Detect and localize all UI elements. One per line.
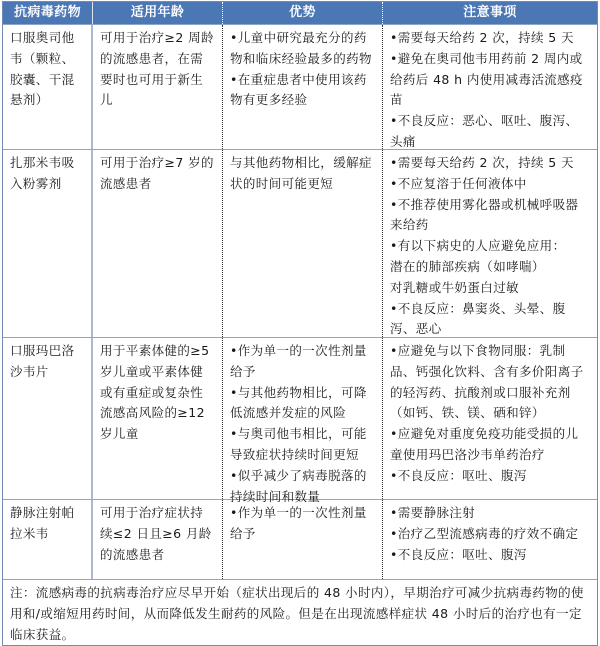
- note-item: •不推荐使用雾化器或机械呼吸器来给药: [390, 196, 579, 233]
- drug-name: 口服玛巴洛沙韦片: [3, 338, 93, 499]
- note-item: •治疗乙型流感病毒的疗效不确定: [390, 525, 579, 541]
- header-drug: 抗病毒药物: [3, 2, 93, 24]
- table-row-oseltamivir: [3, 24, 597, 149]
- advantages-cell: [223, 338, 383, 504]
- note-item: •不应复溶于任何液体中: [390, 175, 527, 191]
- note-item: 对乳糖或牛奶蛋白过敏: [390, 279, 520, 295]
- header-age: 适用年龄: [93, 2, 223, 24]
- notes-cell: [383, 338, 597, 499]
- header-notes: 注意事项: [463, 5, 517, 20]
- advantage-item: •与奥司他韦相比，可能导致症状持续时间更短: [230, 426, 367, 462]
- advantage-item: •作为单一的一次性剂量给予: [230, 505, 367, 541]
- note-item: •需要每天给药 2 次，持续 5 天: [390, 30, 574, 45]
- advantage-item: •儿童中研究最充分的药物和临床经验最多的药物: [230, 30, 372, 66]
- advantage-item: •似乎减少了病毒脱落的持续时间和数量: [230, 467, 367, 504]
- notes-cell: [383, 500, 597, 579]
- note-item: •需要每天给药 2 次，持续 5 天: [390, 155, 574, 170]
- advantage-item: •在重症患者中使用该药物有更多经验: [230, 71, 367, 108]
- advantage-item: 与其他药物相比，缓解症状的时间可能更短: [230, 155, 372, 191]
- note-item: •应避免与以下食物同服：乳制品、钙强化饮料、含有多价阳离子的轻泻药、抗酸剂或口服补充剂（如钙、铁、镁、硒和锌）: [390, 343, 584, 421]
- advantage-item: •与其他药物相比，可降低流感并发症的风险: [230, 384, 367, 421]
- table-footnote-row: [3, 579, 597, 645]
- applicable-age: 可用于治疗症状持续≤2 日且≥6 月龄的流感患者: [93, 500, 223, 579]
- footnote: 注：流感病毒的抗病毒治疗应尽早开始（症状出现后的 48 小时内），早期治疗可减少抗病毒药物的使用和/或缩短用药时间，从而降低发生耐药的风险。但是在出现流感样症状 48 小时后的治疗也有一定临床获益。: [10, 585, 584, 642]
- note-item: •不良反应：呕吐、腹泻: [390, 467, 527, 483]
- note-item: 潜在的肺部疾病（如哮喘）: [390, 258, 545, 274]
- applicable-age: 可用于治疗≥7 岁的流感患者: [93, 150, 223, 337]
- table-header-row: [3, 2, 597, 24]
- notes-cell: [383, 150, 597, 337]
- drug-name: 静脉注射帕拉米韦: [3, 500, 93, 579]
- drug-name: 扎那米韦吸入粉雾剂: [3, 150, 93, 337]
- note-item: •有以下病史的人应避免应用：: [390, 238, 566, 254]
- antiviral-drug-table: [2, 1, 598, 646]
- table-row-baloxavir: [3, 337, 597, 504]
- note-item: •避免在奥司他韦用药前 2 周内或给药后 48 h 内使用减毒活流感疫苗: [390, 50, 583, 108]
- notes-cell: [383, 25, 597, 149]
- advantages-cell: [223, 500, 383, 579]
- table-row-peramivir: [3, 499, 597, 579]
- note-item: •不良反应：鼻窦炎、头晕、腹泻、恶心: [390, 300, 566, 337]
- advantages-cell: [223, 25, 383, 149]
- table-row-zanamivir: [3, 149, 597, 337]
- drug-name: 口服奥司他韦（颗粒、胶囊、干混悬剂）: [3, 25, 93, 149]
- note-item: •应避免对重度免疫功能受损的儿童使用玛巴洛沙韦单药治疗: [390, 426, 579, 462]
- note-item: •不良反应：呕吐、腹泻: [390, 546, 527, 562]
- note-item: •不良反应：恶心、呕吐、腹泻、头痛: [390, 113, 579, 149]
- applicable-age: 用于平素体健的≥5 岁儿童或平素体健或有重症或复杂性流感高风险的≥12 岁儿童: [93, 338, 223, 499]
- advantage-item: •作为单一的一次性剂量给予: [230, 343, 367, 379]
- advantages-cell: [223, 150, 383, 337]
- note-item: •需要静脉注射: [390, 505, 476, 520]
- applicable-age: 可用于治疗≥2 周龄的流感患者，在需要时也可用于新生儿: [93, 25, 223, 149]
- header-advantages: 优势: [223, 2, 383, 24]
